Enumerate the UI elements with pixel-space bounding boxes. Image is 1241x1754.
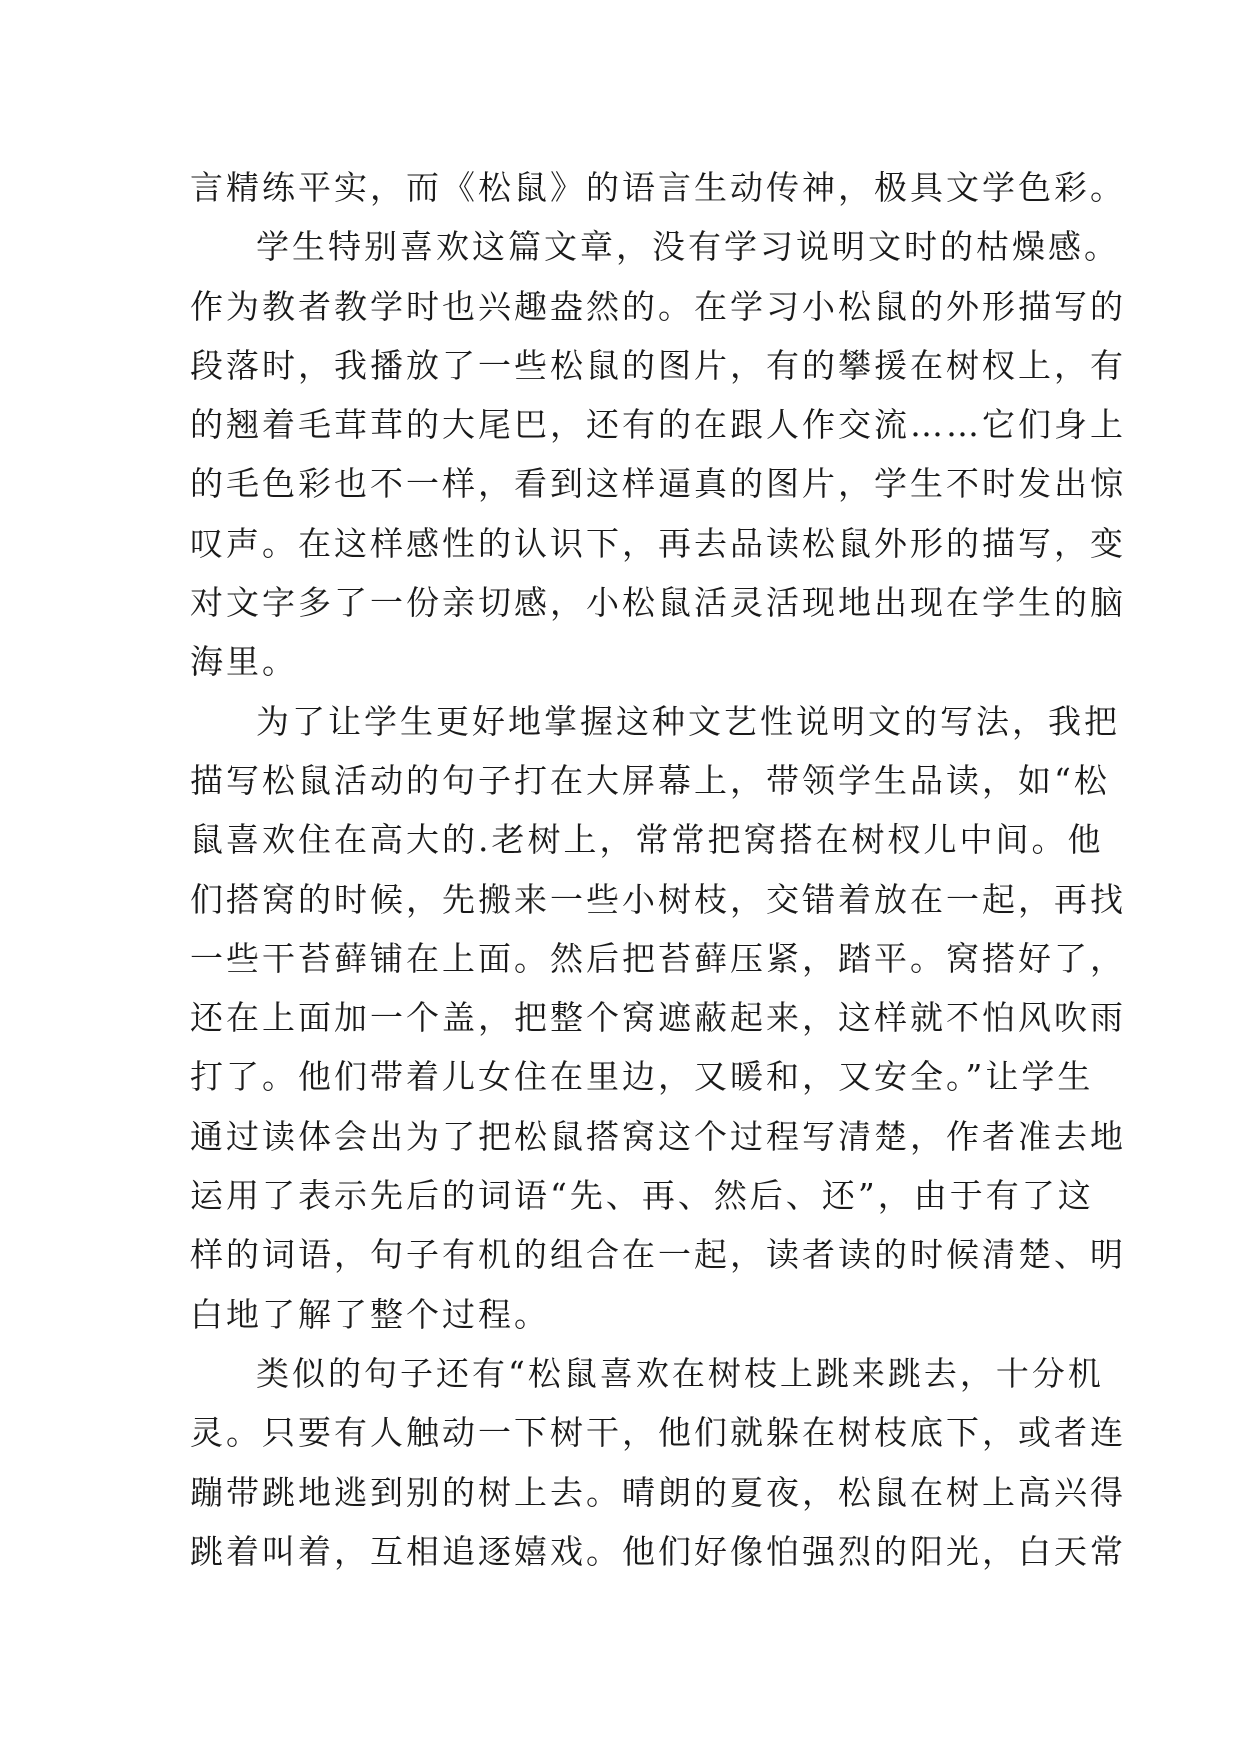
text-line: 通过读体会出为了把松鼠搭窝这个过程写清楚，作者准去地 <box>190 1116 1126 1156</box>
text-line: 还在上面加一个盖，把整个窝遮蔽起来，这样就不怕风吹雨 <box>190 998 1126 1038</box>
text-line: 作为教者教学时也兴趣盎然的。在学习小松鼠的外形描写的 <box>190 286 1126 326</box>
text-line: 蹦带跳地逃到别的树上去。晴朗的夏夜，松鼠在树上高兴得 <box>190 1472 1126 1512</box>
text-line: 白地了解了整个过程。 <box>190 1294 550 1334</box>
text-line: 鼠喜欢住在高大的.老树上，常常把窝搭在树杈儿中间。他 <box>190 820 1104 860</box>
text-line: 学生特别喜欢这篇文章，没有学习说明文时的枯燥感。 <box>256 227 1120 267</box>
text-line: 灵。只要有人触动一下树干，他们就躲在树枝底下，或者连 <box>190 1413 1126 1453</box>
text-line: 运用了表示先后的词语“先、再、然后、还”，由于有了这 <box>190 1176 1094 1216</box>
text-line: 描写松鼠活动的句子打在大屏幕上，带领学生品读，如“松 <box>190 760 1110 800</box>
text-line: 一些干苔藓铺在上面。然后把苔藓压紧，踏平。窝搭好了， <box>190 938 1126 978</box>
text-line: 打了。他们带着儿女住在里边，又暖和，又安全。”让学生 <box>190 1057 1094 1097</box>
text-line: 的翘着毛茸茸的大尾巴，还有的在跟人作交流……它们身上 <box>190 405 1126 445</box>
text-line: 的毛色彩也不一样，看到这样逼真的图片，学生不时发出惊 <box>190 464 1126 504</box>
text-line: 为了让学生更好地掌握这种文艺性说明文的写法，我把 <box>256 701 1120 741</box>
text-line: 段落时，我播放了一些松鼠的图片，有的攀援在树杈上，有 <box>190 345 1126 385</box>
text-line: 样的词语，句子有机的组合在一起，读者读的时候清楚、明 <box>190 1235 1126 1275</box>
text-line: 类似的句子还有“松鼠喜欢在树枝上跳来跳去，十分机 <box>256 1353 1104 1393</box>
body-text <box>190 158 1126 1581</box>
text-line: 言精练平实，而《松鼠》的语言生动传神，极具文学色彩。 <box>190 168 1126 207</box>
text-line: 跳着叫着，互相追逐嬉戏。他们好像怕强烈的阳光，白天常 <box>190 1531 1126 1571</box>
text-line: 海里。 <box>190 642 298 682</box>
text-line: 们搭窝的时候，先搬来一些小树枝，交错着放在一起，再找 <box>190 879 1126 919</box>
text-line: 对文字多了一份亲切感，小松鼠活灵活现地出现在学生的脑 <box>190 583 1126 623</box>
text-line: 叹声。在这样感性的认识下，再去品读松鼠外形的描写，变 <box>190 523 1126 563</box>
